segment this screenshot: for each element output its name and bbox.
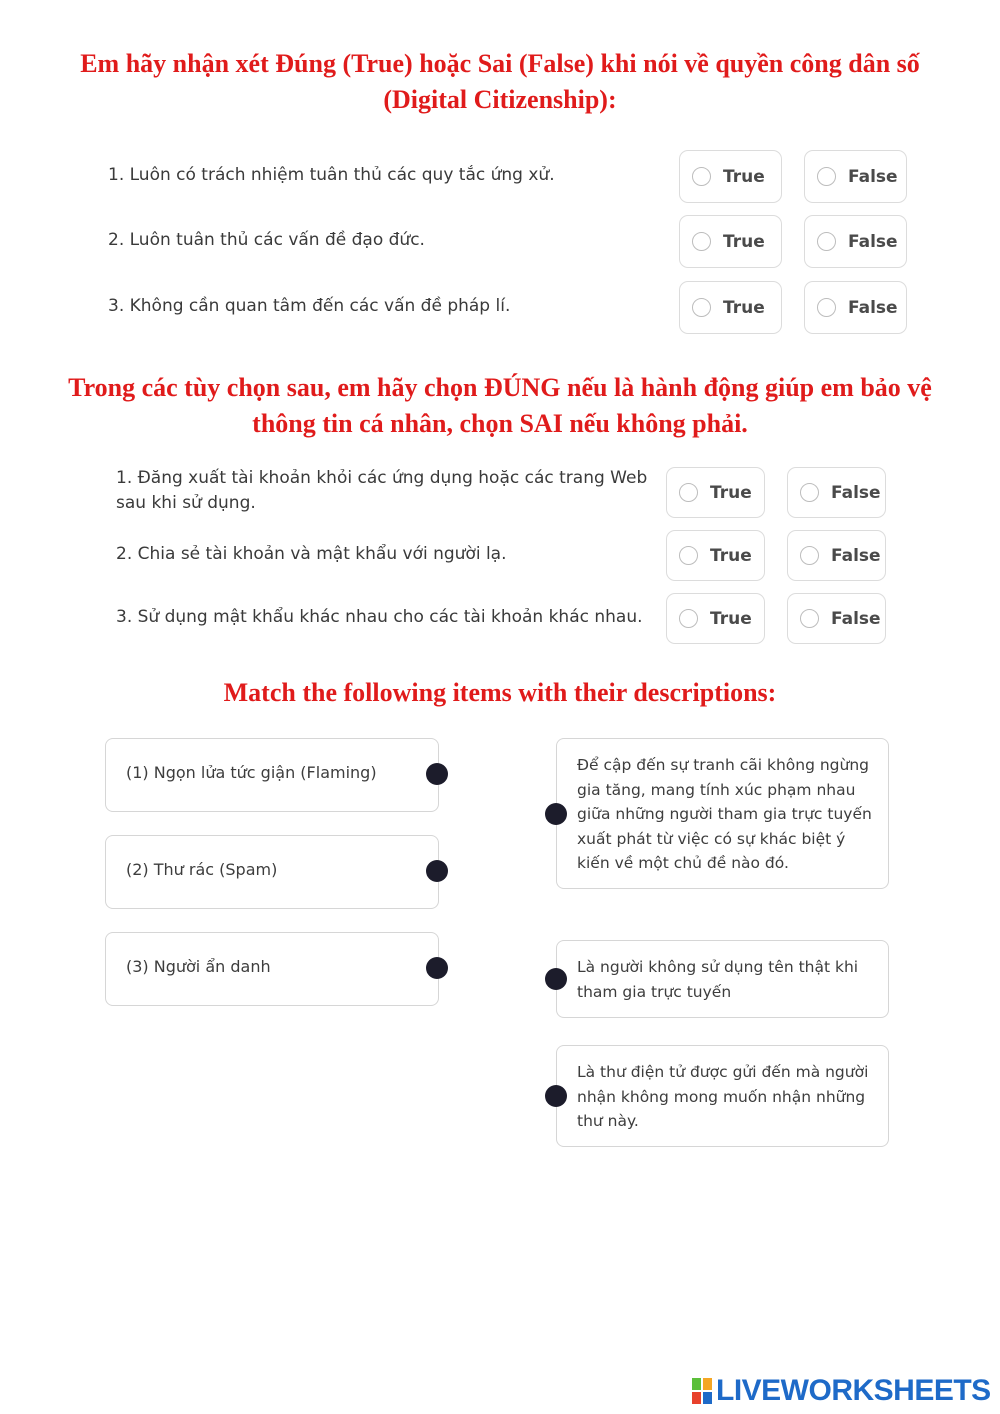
radio-circle-icon[interactable] (679, 546, 698, 565)
section2-title: Trong các tùy chọn sau, em hãy chọn ĐÚNG nếu là hành động giúp em bảo vệ thông tin cá nhân, chọn SAI nếu không phải. (68, 373, 932, 438)
radio-circle-icon[interactable] (817, 298, 836, 317)
s1-q3-true-option[interactable]: True (679, 281, 782, 334)
match-item-2-connector-dot[interactable] (426, 860, 448, 882)
s1-q2-true-option[interactable]: True (679, 215, 782, 268)
s2-q2-false-option[interactable]: False (787, 530, 886, 581)
s2-q3-false-option[interactable]: False (787, 593, 886, 644)
s1-q1-false-option[interactable]: False (804, 150, 907, 203)
match-item-3[interactable] (105, 932, 439, 1006)
match-description-3-connector-dot[interactable] (545, 1085, 567, 1107)
match-item-1-connector-dot[interactable] (426, 763, 448, 785)
section3-title: Match the following items with their descriptions: (223, 678, 777, 707)
match-description-2-text: Là người không sử dụng tên thật khi tham gia trực tuyến (577, 958, 859, 1001)
s2-q1-true-option[interactable]: True (666, 467, 765, 518)
s2-q1-false-option[interactable]: False (787, 467, 886, 518)
match-item-3-label: (3) Người ẩn danh (126, 957, 271, 976)
match-description-3[interactable] (556, 1045, 889, 1147)
s1-question-2: 2. Luôn tuân thủ các vấn đề đạo đức. (108, 230, 425, 250)
radio-circle-icon[interactable] (692, 232, 711, 251)
match-description-2[interactable] (556, 940, 889, 1018)
s1-question-3: 3. Không cần quan tâm đến các vấn đề pháp lí. (108, 296, 511, 316)
match-description-1-text: Để cập đến sự tranh cãi không ngừng gia tăng, mang tính xúc phạm nhau giữa những người tham gia trực tuyến xuất phát từ việc có sự khác biệt ý kiến về một chủ đề nào đó. (577, 756, 872, 872)
radio-circle-icon[interactable] (692, 298, 711, 317)
match-description-1-connector-dot[interactable] (545, 803, 567, 825)
match-description-3-text: Là thư điện tử được gửi đến mà người nhận không mong muốn nhận những thư này. (577, 1063, 869, 1130)
radio-circle-icon[interactable] (800, 609, 819, 628)
liveworksheets-logo-text: LIVEWORKSHEETS (716, 1374, 991, 1407)
radio-circle-icon[interactable] (692, 167, 711, 186)
liveworksheets-logo (692, 1374, 991, 1408)
match-item-2[interactable] (105, 835, 439, 909)
match-item-1-label: (1) Ngọn lửa tức giận (Flaming) (126, 763, 377, 782)
s1-q1-true-option[interactable]: True (679, 150, 782, 203)
match-description-2-connector-dot[interactable] (545, 968, 567, 990)
section1-title: Em hãy nhận xét Đúng (True) hoặc Sai (False) khi nói về quyền công dân số (Digital Citizenship): (80, 49, 920, 114)
match-description-1[interactable] (556, 738, 889, 889)
radio-circle-icon[interactable] (800, 483, 819, 502)
s1-q2-false-option[interactable]: False (804, 215, 907, 268)
s2-question-2: 2. Chia sẻ tài khoản và mật khẩu với người lạ. (116, 544, 507, 564)
s2-question-3: 3. Sử dụng mật khẩu khác nhau cho các tài khoản khác nhau. (116, 607, 643, 627)
radio-circle-icon[interactable] (800, 546, 819, 565)
s2-question-1: 1. Đăng xuất tài khoản khỏi các ứng dụng hoặc các trang Web sau khi sử dụng. (116, 468, 648, 513)
match-item-2-label: (2) Thư rác (Spam) (126, 860, 278, 879)
s2-q2-true-option[interactable]: True (666, 530, 765, 581)
liveworksheets-logo-icon (692, 1378, 712, 1404)
radio-circle-icon[interactable] (679, 483, 698, 502)
s1-q3-false-option[interactable]: False (804, 281, 907, 334)
match-item-3-connector-dot[interactable] (426, 957, 448, 979)
s2-q3-true-option[interactable]: True (666, 593, 765, 644)
radio-circle-icon[interactable] (817, 167, 836, 186)
radio-circle-icon[interactable] (679, 609, 698, 628)
match-item-1[interactable] (105, 738, 439, 812)
radio-circle-icon[interactable] (817, 232, 836, 251)
s1-question-1: 1. Luôn có trách nhiệm tuân thủ các quy tắc ứng xử. (108, 165, 555, 185)
